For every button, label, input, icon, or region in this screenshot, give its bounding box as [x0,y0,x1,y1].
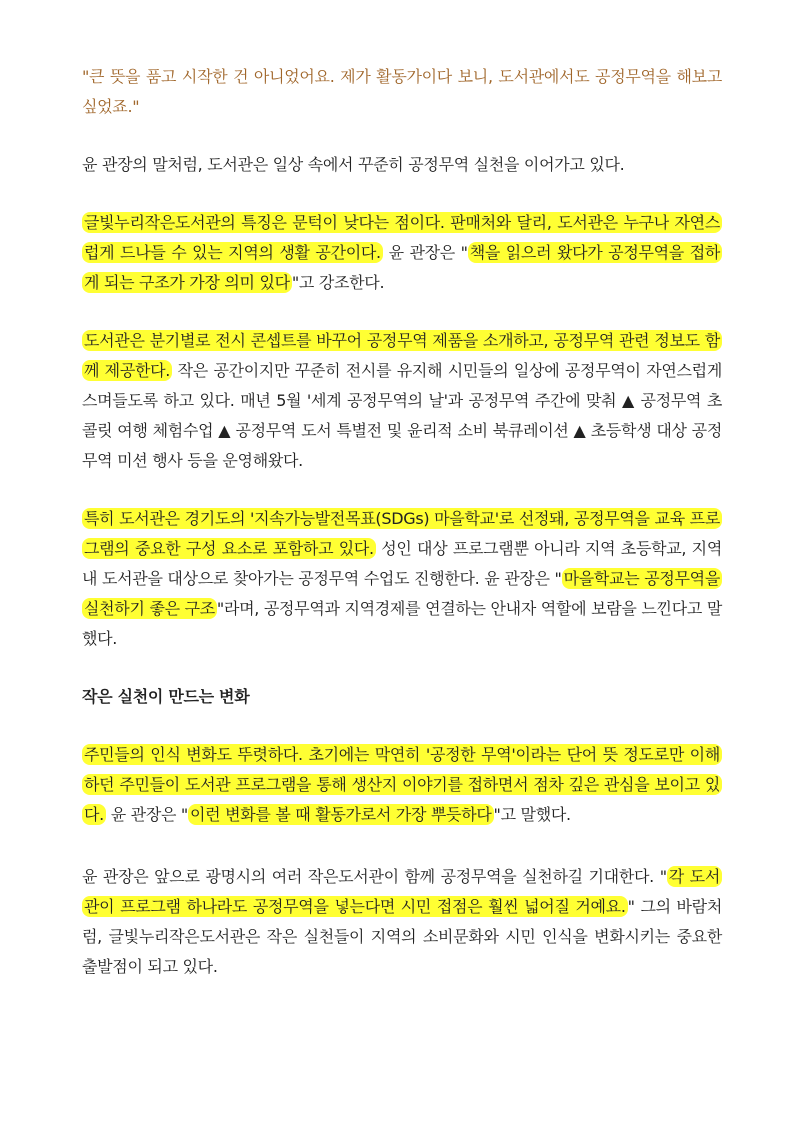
highlight-sdgs-school: 특히 도서관은 경기도의 '지속가능발전목표(SDGs) 마을학교'로 선정돼, 공정무역을 교육 프로그램의 중요한 구성 요소로 포함하고 있다. [84,509,720,558]
paragraph-2-text: 윤 관장은 " [382,243,468,262]
highlight-awareness-change: 주민들의 인식 변화도 뚜렷하다. 초기에는 막연히 '공정한 무역'이라는 단어 뜻 정도로만 이해하던 주민들이 도서관 프로그램을 통해 생산지 이야기를 접하면서 점차 깊은 관심을 보이고 있다. [84,745,720,824]
paragraph-3-text: 작은 공간이지만 꾸준히 전시를 유지해 시민들의 일상에 공정무역이 자연스럽게 스며들도록 하고 있다. 매년 5월 '세계 공정무역의 날'과 공정무역 주간에 맞춰 ▲ 공정무역 초콜릿 여행 체험수업 ▲ 공정무역 도서 특별전 및 윤리적 소비 북큐레이션 ▲ 초등학생 대상 공정무역 미션 행사 등을 운영해왔다. [82,361,722,470]
highlight-exhibition: 도서관은 분기별로 전시 콘셉트를 바꾸어 공정무역 제품을 소개하고, 공정무역 관련 정보도 함께 제공한다. [84,331,720,380]
highlight-quote-structure: 책을 읽으러 왔다가 공정무역을 접하게 되는 구조가 가장 의미 있다 [84,243,721,292]
paragraph-5 [82,740,722,830]
highlight-library-feature: 글빛누리작은도서관의 특징은 문턱이 낮다는 점이다. 판매처와 달리, 도서관은 누구나 자연스럽게 드나들 수 있는 지역의 생활 공간이다. [84,213,720,262]
paragraph-2 [82,208,722,298]
highlight-future-quote: 각 도서관이 프로그램 하나라도 공정무역을 넣는다면 시민 접점은 훨씬 넓어질 거예요. [84,867,720,916]
paragraph-4-text: 성인 대상 프로그램뿐 아니라 지역 초등학교, 지역 내 도서관을 대상으로 찾아가는 공정무역 수업도 진행한다. 윤 관장은 " [82,539,722,588]
paragraph-1-text: 윤 관장의 말처럼, 도서관은 일상 속에서 꾸준히 공정무역 실천을 이어가고 있다. [82,155,625,174]
paragraph-4-text-end: "라며, 공정무역과 지역경제를 연결하는 안내자 역할에 보람을 느낀다고 말했다. [82,599,722,648]
paragraph-4 [82,504,722,654]
paragraph-5-text: 윤 관장은 " [105,805,188,824]
opening-quote [82,62,722,122]
paragraph-3 [82,326,722,476]
highlight-village-school-quote: 마을학교는 공정무역을 실천하기 좋은 구조 [84,569,720,618]
opening-quote-text: "큰 뜻을 품고 시작한 건 아니었어요. 제가 활동가이다 보니, 도서관에서도 공정무역을 해보고 싶었죠." [82,67,722,116]
highlight-proud-quote: 이런 변화를 볼 때 활동가로서 가장 뿌듯하다 [190,805,492,824]
paragraph-2-text-end: "고 강조한다. [291,273,385,292]
paragraph-6-text-end: " 그의 바람처럼, 글빛누리작은도서관은 작은 실천들이 지역의 소비문화와 시민 인식을 변화시키는 중요한 출발점이 되고 있다. [82,897,722,976]
section-heading: 작은 실천이 만드는 변화 [82,687,250,706]
paragraph-5-text-end: "고 말했다. [493,805,571,824]
paragraph-1 [82,150,722,180]
article-body [82,62,722,982]
paragraph-6 [82,862,722,982]
paragraph-6-text: 윤 관장은 앞으로 광명시의 여러 작은도서관이 함께 공정무역을 실천하길 기대한다. " [82,867,667,886]
